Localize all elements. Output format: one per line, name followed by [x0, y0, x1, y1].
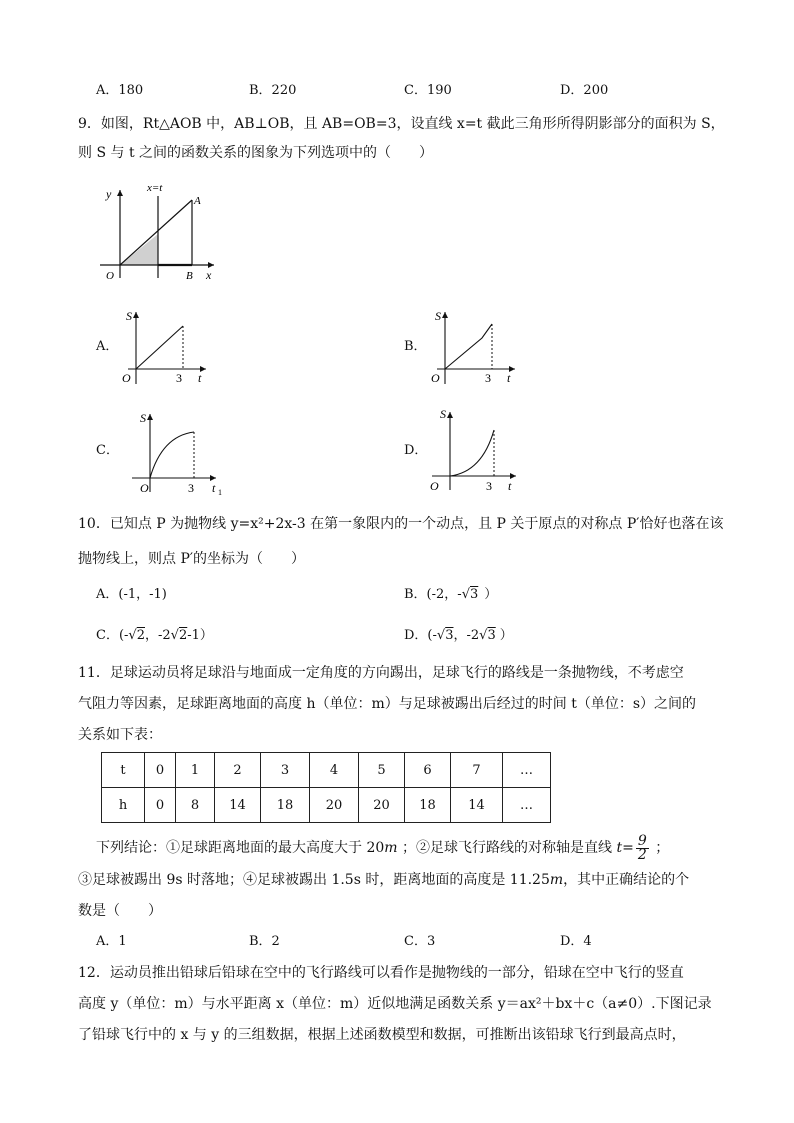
table-cell: h — [102, 788, 145, 823]
q9-option-d-graph — [428, 404, 524, 494]
opt-d-o-label: O — [430, 479, 439, 493]
q11-c1-middle: ；②足球飞行路线的对称轴是直线 — [402, 840, 612, 856]
table-cell: 18 — [405, 788, 451, 823]
fraction-9-2 — [636, 832, 649, 863]
opt-b-o-label: O — [431, 371, 440, 385]
q11-c1-prefix: 下列结论：①足球距离地面的最大高度大于 20 — [96, 840, 385, 856]
table-cell: 4 — [310, 753, 359, 788]
q12-text-line3: 了铅球飞行中的 x 与 y 的三组数据，根据上述函数模型和数据，可推断出该铅球飞行到最高点时， — [78, 1027, 686, 1043]
q10-c-radicand1: 2 — [136, 628, 145, 643]
q11-conclusions-line2 — [78, 870, 689, 890]
q9-option-d-label: D． — [404, 443, 428, 458]
fig-line-label: x=t — [147, 182, 163, 194]
q10-text-line2: 抛物线上，则点 P′的坐标为（ ） — [78, 551, 306, 567]
table-cell: 20 — [359, 788, 405, 823]
q10-b-prefix: B．(-2，- — [404, 587, 462, 602]
fig-a-label: A — [194, 195, 201, 207]
opt-a-t-label: t — [198, 371, 202, 385]
fig-b-label: B — [186, 270, 193, 282]
fraction-numerator: 9 — [637, 832, 647, 849]
q11-unit-m: m — [384, 840, 398, 856]
q10-c-radicand2: 2 — [178, 628, 188, 643]
q9-option-b-graph — [427, 306, 523, 388]
opt-d-s-label: S — [440, 407, 446, 421]
q11-c1-t: t — [616, 840, 623, 856]
q8-option-a: A．180 — [96, 83, 144, 98]
q11-option-d: D．4 — [560, 934, 592, 949]
q10-text-line1: 10．已知点 P 为抛物线 y=x²+2x-3 在第一象限内的一个动点，且 P 关于原点的对称点 P′恰好也落在该 — [78, 516, 724, 532]
q10-c-middle: ，-2 — [145, 628, 171, 643]
table-cell: 2 — [215, 753, 261, 788]
q8-option-d: D．200 — [560, 83, 609, 98]
q11-c2-suffix: ，其中正确结论的个 — [563, 872, 690, 888]
table-cell: 7 — [451, 753, 503, 788]
q11-text-line1: 11．足球运动员将足球沿与地面成一定角度的方向踢出，足球飞行的路线是一条抛物线，不考虑空 — [78, 665, 684, 681]
q11-conclusions-line1 — [96, 834, 669, 862]
opt-c-subscript: 1 — [218, 488, 222, 496]
q10-b-radicand: 3 — [469, 587, 479, 602]
opt-b-s-label: S — [435, 309, 441, 323]
table-cell: 1 — [176, 753, 215, 788]
table-cell: 18 — [261, 788, 310, 823]
q10-d-radicand1: 3 — [445, 628, 454, 643]
table-cell: 0 — [145, 788, 176, 823]
fig-x-label: x — [206, 268, 212, 282]
q11-c1-end: ； — [655, 840, 670, 856]
q9-option-a-graph — [118, 306, 214, 388]
q12-text-line2: 高度 y（单位：m）与水平距离 x（单位：m）近似地满足函数关系 y＝ax²＋bx＋c（a≠0）.下图记录 — [78, 996, 712, 1012]
q9-option-a-label: A． — [96, 339, 119, 354]
q11-option-b: B．2 — [249, 934, 280, 949]
fig-y-label: y — [106, 187, 112, 201]
q11-option-c: C．3 — [404, 934, 436, 949]
opt-c-t-label: t — [212, 481, 216, 495]
q9-text-line1: 9．如图，Rt△AOB 中，AB⊥OB，且 AB=OB=3，设直线 x=t 截此三角形所得阴影部分的面积为 S， — [78, 116, 725, 132]
q10-d-middle: ，-2 — [453, 628, 480, 643]
table-row — [102, 753, 551, 788]
q11-data-table — [101, 752, 551, 823]
q10-d-suffix: ） — [499, 628, 513, 643]
fig-o-label: O — [106, 270, 114, 282]
q10-option-b: B．(-2，-√3 ） — [404, 587, 498, 602]
q11-c2-prefix: ③足球被踢出 9s 时落地；④足球被踢出 1.5s 时，距离地面的高度是 11.25 — [78, 872, 550, 888]
table-cell: 8 — [176, 788, 215, 823]
q8-option-c: C．190 — [404, 83, 452, 98]
table-cell: 20 — [310, 788, 359, 823]
q10-d-prefix: D．(- — [404, 628, 437, 643]
q10-option-d: D．(-√3，-2√3 ） — [404, 628, 513, 643]
q9-option-b-label: B． — [404, 339, 427, 354]
table-cell: … — [503, 753, 551, 788]
opt-b-t-label: t — [507, 371, 511, 385]
q10-d-radicand2: 3 — [487, 628, 496, 643]
q9-option-c-graph — [128, 406, 228, 496]
q11-text-last: 数是（ ） — [78, 903, 162, 919]
table-cell: 6 — [405, 753, 451, 788]
q10-b-suffix: ） — [484, 587, 498, 602]
opt-a-s-label: S — [126, 309, 132, 323]
q11-text-line2: 气阻力等因素，足球距离地面的高度 h（单位：m）与足球被踢出后经过的时间 t（单位：s）之间的 — [78, 696, 697, 712]
table-row — [102, 788, 551, 823]
opt-c-o-label: O — [140, 481, 149, 495]
q12-text-line1: 12．运动员推出铅球后铅球在空中的飞行路线可以看作是抛物线的一部分，铅球在空中飞行的竖直 — [78, 965, 684, 981]
q11-unit-m-2: m — [549, 872, 564, 888]
q10-option-c: C．(-√2，-2√2-1） — [96, 628, 213, 643]
q10-c-prefix: C．(- — [96, 628, 129, 643]
table-cell: t — [102, 753, 145, 788]
opt-a-tick-label: 3 — [176, 371, 182, 385]
fraction-denominator: 2 — [637, 846, 647, 863]
opt-c-tick-label: 3 — [188, 481, 194, 495]
q8-option-b: B．220 — [249, 83, 297, 98]
table-cell: … — [503, 788, 551, 823]
table-cell: 14 — [215, 788, 261, 823]
q11-option-a: A．1 — [96, 934, 127, 949]
opt-b-tick-label: 3 — [485, 371, 491, 385]
q10-option-a: A．(-1，-1) — [96, 587, 167, 602]
q11-text-line3: 关系如下表： — [78, 727, 162, 743]
opt-c-s-label: S — [140, 411, 146, 425]
table-cell: 0 — [145, 753, 176, 788]
opt-a-o-label: O — [122, 371, 131, 385]
q9-text-line2: 则 S 与 t 之间的函数关系的图象为下列选项中的（ ） — [78, 145, 434, 161]
opt-d-t-label: t — [508, 479, 512, 493]
table-cell: 14 — [451, 788, 503, 823]
q11-c1-equals: = — [622, 840, 634, 856]
q10-c-suffix: -1） — [187, 628, 213, 643]
q9-main-figure — [92, 176, 222, 284]
table-cell: 3 — [261, 753, 310, 788]
q9-option-c-label: C． — [96, 443, 119, 458]
opt-d-tick-label: 3 — [486, 479, 492, 493]
table-cell: 5 — [359, 753, 405, 788]
